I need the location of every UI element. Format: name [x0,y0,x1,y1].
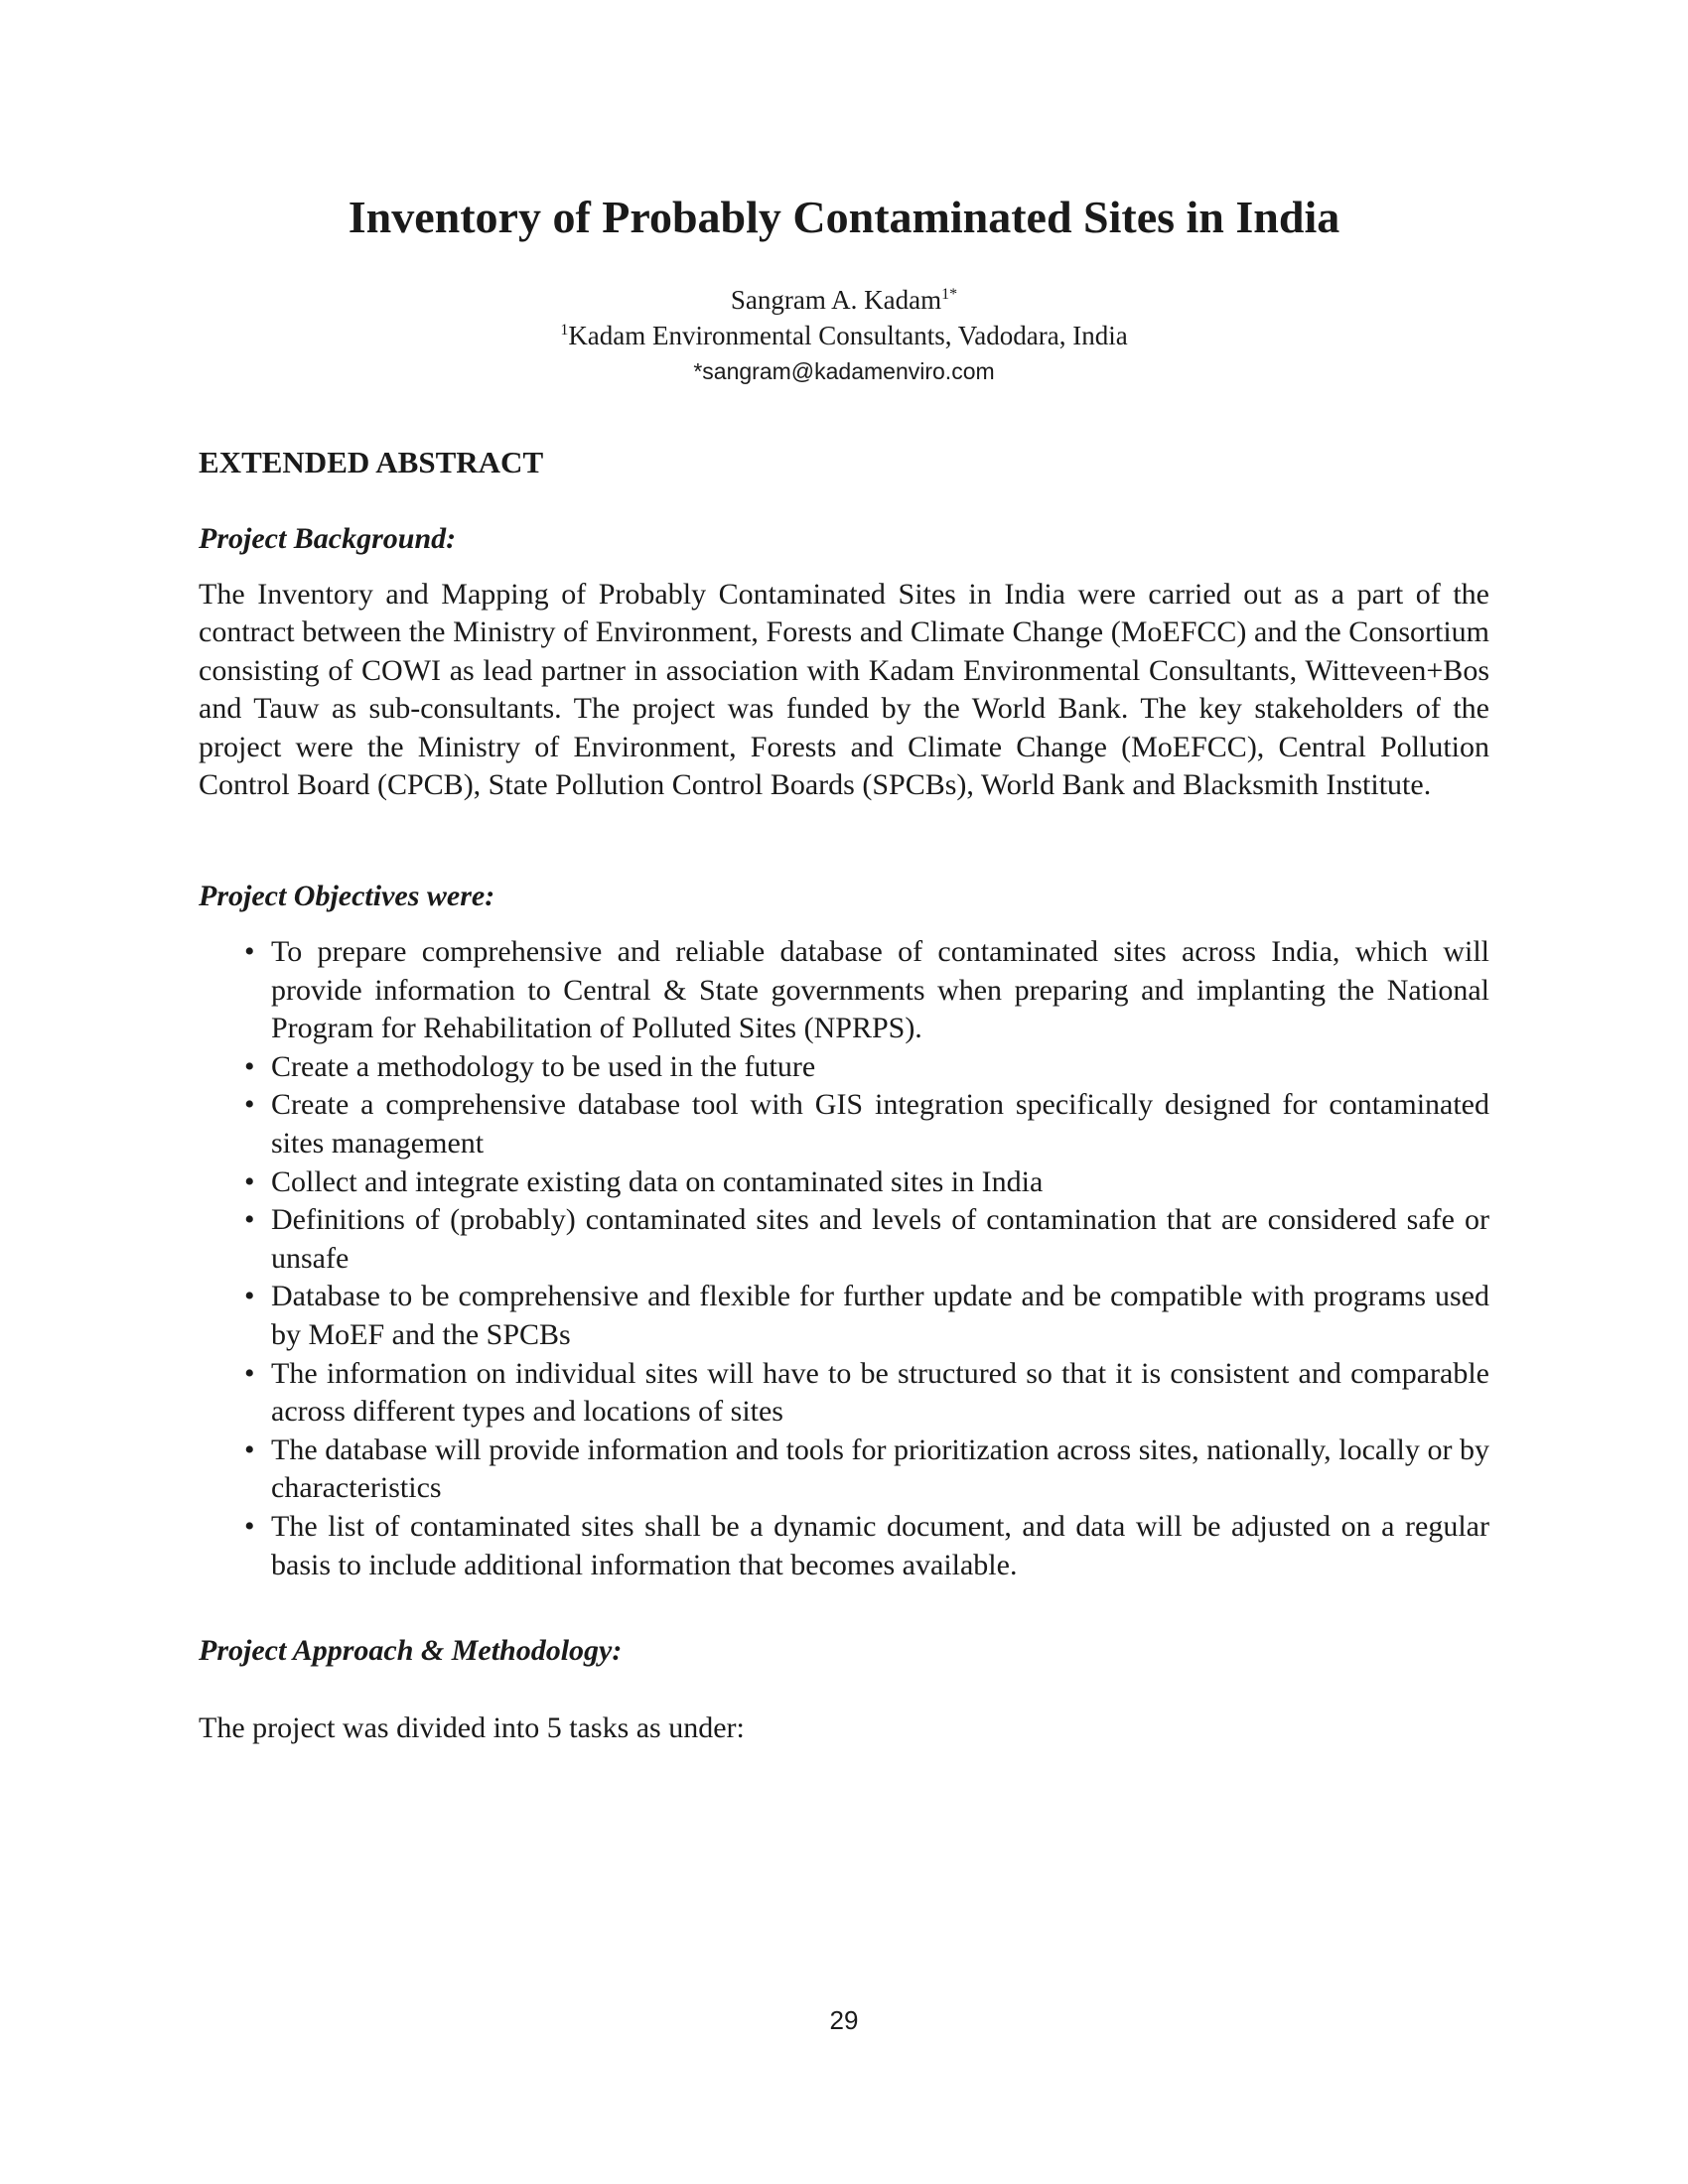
list-item [199,933,1489,1048]
affiliation-superscript: 1 [560,322,569,339]
bullet-marker: • [244,935,255,968]
list-item [199,1048,1489,1087]
author-block [199,282,1489,389]
project-approach-text: The project was divided into 5 tasks as under: [199,1711,745,1744]
list-item [199,1432,1489,1508]
author-line [199,282,1489,318]
affiliation: Kadam Environmental Consultants, Vadodara, India [568,321,1128,350]
project-objectives-heading: Project Objectives were: [199,880,495,912]
list-item [199,1201,1489,1278]
author-email: *sangram@kadamenviro.com [693,358,995,384]
list-item-text: To prepare comprehensive and reliable database of contaminated sites across India, which will provide information to Central & State governments when preparing and implanting the National Program for Rehabilitation of Polluted Sites (NPRPS). [271,935,1489,1045]
project-approach-heading: Project Approach & Methodology: [199,1634,623,1667]
page-number: 29 [829,2005,859,2035]
paper-title: Inventory of Probably Contaminated Sites in India [348,192,1340,242]
bullet-marker: • [244,1433,255,1466]
list-item [199,1086,1489,1162]
list-item-text: Create a comprehensive database tool with GIS integration specifically designed for contaminated sites management [271,1088,1489,1160]
project-background-text: The Inventory and Mapping of Probably Contaminated Sites in India were carried out as a part of the contract between the Ministry of Environment, Forests and Climate Change (MoEFCC) and the Consortium consisting of COWI as lead partner in association with Kadam Environmental Consultants, Witteveen+Bos and Tauw as sub-consultants. The project was funded by the World Bank. The key stakeholders of the project were the Ministry of Environment, Forests and Climate Change (MoEFCC), Central Pollution Control Board (CPCB), State Pollution Control Boards (SPCBs), World Bank and Blacksmith Institute. [199,578,1489,802]
objectives-list [199,933,1489,1584]
list-item-text: Definitions of (probably) contaminated sites and levels of contamination that are considered safe or unsafe [271,1203,1489,1275]
list-item [199,1163,1489,1202]
bullet-marker: • [244,1088,255,1122]
list-item [199,1508,1489,1584]
extended-abstract-heading: EXTENDED ABSTRACT [199,445,544,479]
bullet-marker: • [244,1203,255,1237]
author-name: Sangram A. Kadam [730,285,942,315]
author-superscript: 1* [941,286,958,303]
bullet-marker: • [244,1164,255,1198]
paper-page [199,0,1489,2184]
list-item-text: Collect and integrate existing data on contaminated sites in India [271,1164,1044,1198]
bullet-marker: • [244,1280,255,1313]
bullet-marker: • [244,1049,255,1083]
list-item-text: Create a methodology to be used in the future [271,1049,816,1083]
bullet-marker: • [244,1356,255,1390]
list-item-text: The information on individual sites will have to be structured so that it is consistent and comparable across different types and locations of sites [271,1356,1489,1429]
list-item-text: The database will provide information and tools for prioritization across sites, nationally, locally or by characteristics [271,1433,1489,1505]
project-background-heading: Project Background: [199,522,457,555]
affiliation-line [199,318,1489,353]
bullet-marker: • [244,1509,255,1543]
list-item [199,1355,1489,1432]
list-item [199,1278,1489,1354]
list-item-text: The list of contaminated sites shall be a dynamic document, and data will be adjusted on a regular basis to include additional information that becomes available. [271,1509,1489,1581]
list-item-text: Database to be comprehensive and flexible for further update and be compatible with programs used by MoEF and the SPCBs [271,1280,1489,1351]
